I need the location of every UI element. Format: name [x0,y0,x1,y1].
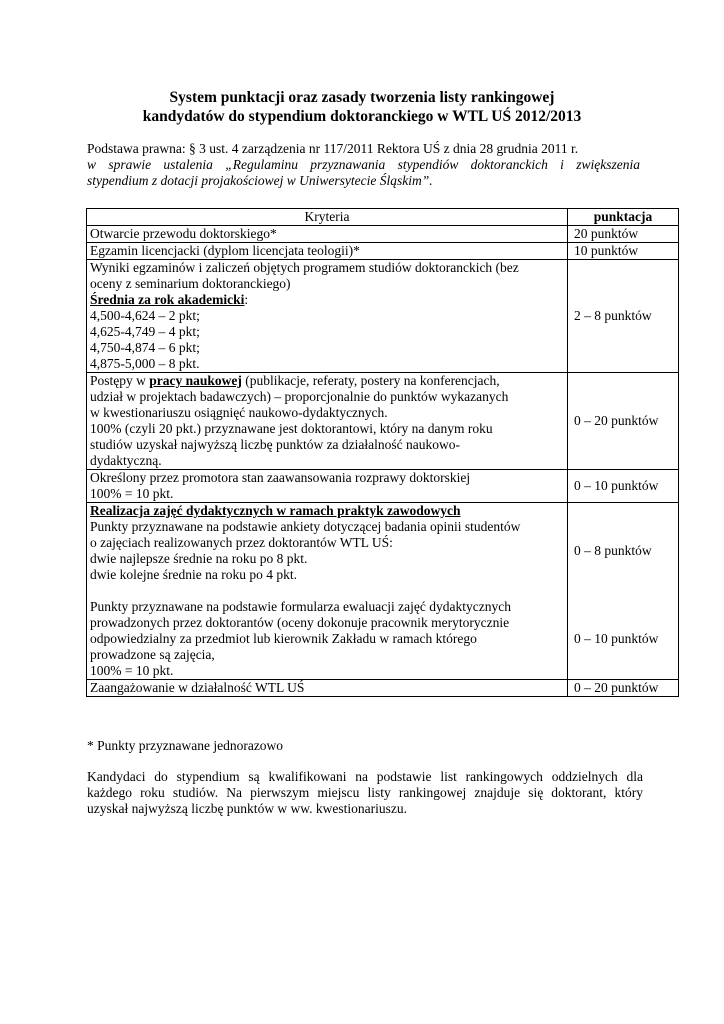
legal-basis [87,141,640,189]
criteria-line: Wyniki egzaminów i zaliczeń objętych programem studiów doktoranckich (bez [90,260,519,275]
points-cell [568,503,679,680]
points-cell: 0 – 20 punktów [568,680,679,697]
points-block [568,503,678,599]
criteria-line: w kwestionariuszu osiągnięć naukowo-dydaktycznych. [90,405,388,420]
table-row [87,470,679,503]
points-block [568,599,678,679]
criteria-line: o zajęciach realizowanych przez doktorantów WTL UŚ: [90,535,393,550]
final-line: każdego roku studiów. Na pierwszym miejscu listy rankingowej znajduje się doktorant, który [87,785,643,800]
criteria-line: prowadzonych przez doktorantów (oceny dokonuje pracownik merytorycznie [90,615,510,630]
criteria-text: Postępy w [90,373,150,388]
final-paragraph [87,769,643,817]
table-row [87,226,679,243]
average-heading-colon: : [244,292,249,307]
criteria-line: 4,625-4,749 – 4 pkt; [90,324,200,339]
points-cell: 0 – 10 punktów [568,470,679,503]
page-title-line-2: kandydatów do stypendium doktoranckiego w WTL UŚ 2012/2013 [142,108,582,125]
research-work-heading: pracy naukowej [149,373,242,388]
criteria-cell: Egzamin licencjacki (dyplom licencjata teologii)* [87,243,568,260]
points-cell: 10 punktów [568,243,679,260]
final-line: uzyskał najwyższą liczbę punktów w ww. kwestionariuszu. [87,801,408,816]
header-points: punktacja [568,209,679,226]
criteria-line: 100% = 10 pkt. [90,486,174,501]
criteria-cell: Otwarcie przewodu doktorskiego* [87,226,568,243]
spacer [90,583,564,599]
criteria-line: Punkty przyznawane na podstawie ankiety dotyczącej badania opinii studentów [90,519,521,534]
criteria-line [90,292,564,308]
points-value: 0 – 8 punktów [574,543,652,558]
criteria-table [86,208,679,697]
legal-basis-line-2: w sprawie ustalenia „Regulaminu przyznawania stypendiów doktoranckich i zwiększenia [87,157,640,172]
criteria-text: (publikacje, referaty, postery na konferencjach, [241,373,500,388]
criteria-line: udział w projektach badawczych) – proporcjonalnie do punktów wykazanych [90,389,509,404]
criteria-cell: Zaangażowanie w działalność WTL UŚ [87,680,568,697]
criteria-line: 100% = 10 pkt. [90,663,174,678]
header-criteria: Kryteria [87,209,568,226]
legal-basis-line-3: stypendium z dotacji projakościowej w Uniwersytecie Śląskim”. [87,173,433,188]
criteria-line: 4,500-4,624 – 2 pkt; [90,308,200,323]
table-header-row [87,209,679,226]
criteria-line: Punkty przyznawane na podstawie formularza ewaluacji zajęć dydaktycznych [90,599,511,614]
table-row [87,243,679,260]
page-title-line-1: System punktacji oraz zasady tworzenia listy rankingowej [169,89,555,106]
table-row [87,373,679,470]
teaching-heading: Realizacja zajęć dydaktycznych w ramach praktyk zawodowych [90,503,461,518]
criteria-line: 100% (czyli 20 pkt.) przyznawane jest doktorantowi, który na danym roku [90,421,493,436]
criteria-line: dydaktyczną. [90,453,162,468]
criteria-line: 4,750-4,874 – 6 pkt; [90,340,200,355]
points-cell: 2 – 8 punktów [568,260,679,373]
table-row [87,680,679,697]
points-cell: 20 punktów [568,226,679,243]
criteria-line: studiów uzyskał najwyższą liczbę punktów za działalność naukowo- [90,437,461,452]
table-row [87,503,679,680]
footnote: * Punkty przyznawane jednorazowo [87,738,284,753]
criteria-line: oceny z seminarium doktoranckiego) [90,276,291,291]
criteria-line: odpowiedzialny za przedmiot lub kierownik Zakładu w ramach którego [90,631,477,646]
criteria-cell [87,470,568,503]
criteria-line: prowadzone są zajęcia, [90,647,215,662]
criteria-line: Określony przez promotora stan zaawansowania rozprawy doktorskiej [90,470,471,485]
criteria-cell [87,260,568,373]
points-cell: 0 – 20 punktów [568,373,679,470]
criteria-line: dwie kolejne średnie na roku po 4 pkt. [90,567,297,582]
final-line: Kandydaci do stypendium są kwalifikowani na podstawie list rankingowych oddzielnych dla [87,769,643,784]
criteria-cell [87,503,568,680]
table-row [87,260,679,373]
criteria-line [90,373,564,389]
criteria-cell [87,373,568,470]
legal-basis-line-1: Podstawa prawna: § 3 ust. 4 zarządzenia nr 117/2011 Rektora UŚ z dnia 28 grudnia 2011 r. [87,141,579,156]
criteria-line: dwie najlepsze średnie na roku po 8 pkt. [90,551,308,566]
average-heading: Średnia za rok akademicki [90,292,245,307]
points-value: 0 – 10 punktów [574,631,659,646]
criteria-line: 4,875-5,000 – 8 pkt. [90,356,200,371]
